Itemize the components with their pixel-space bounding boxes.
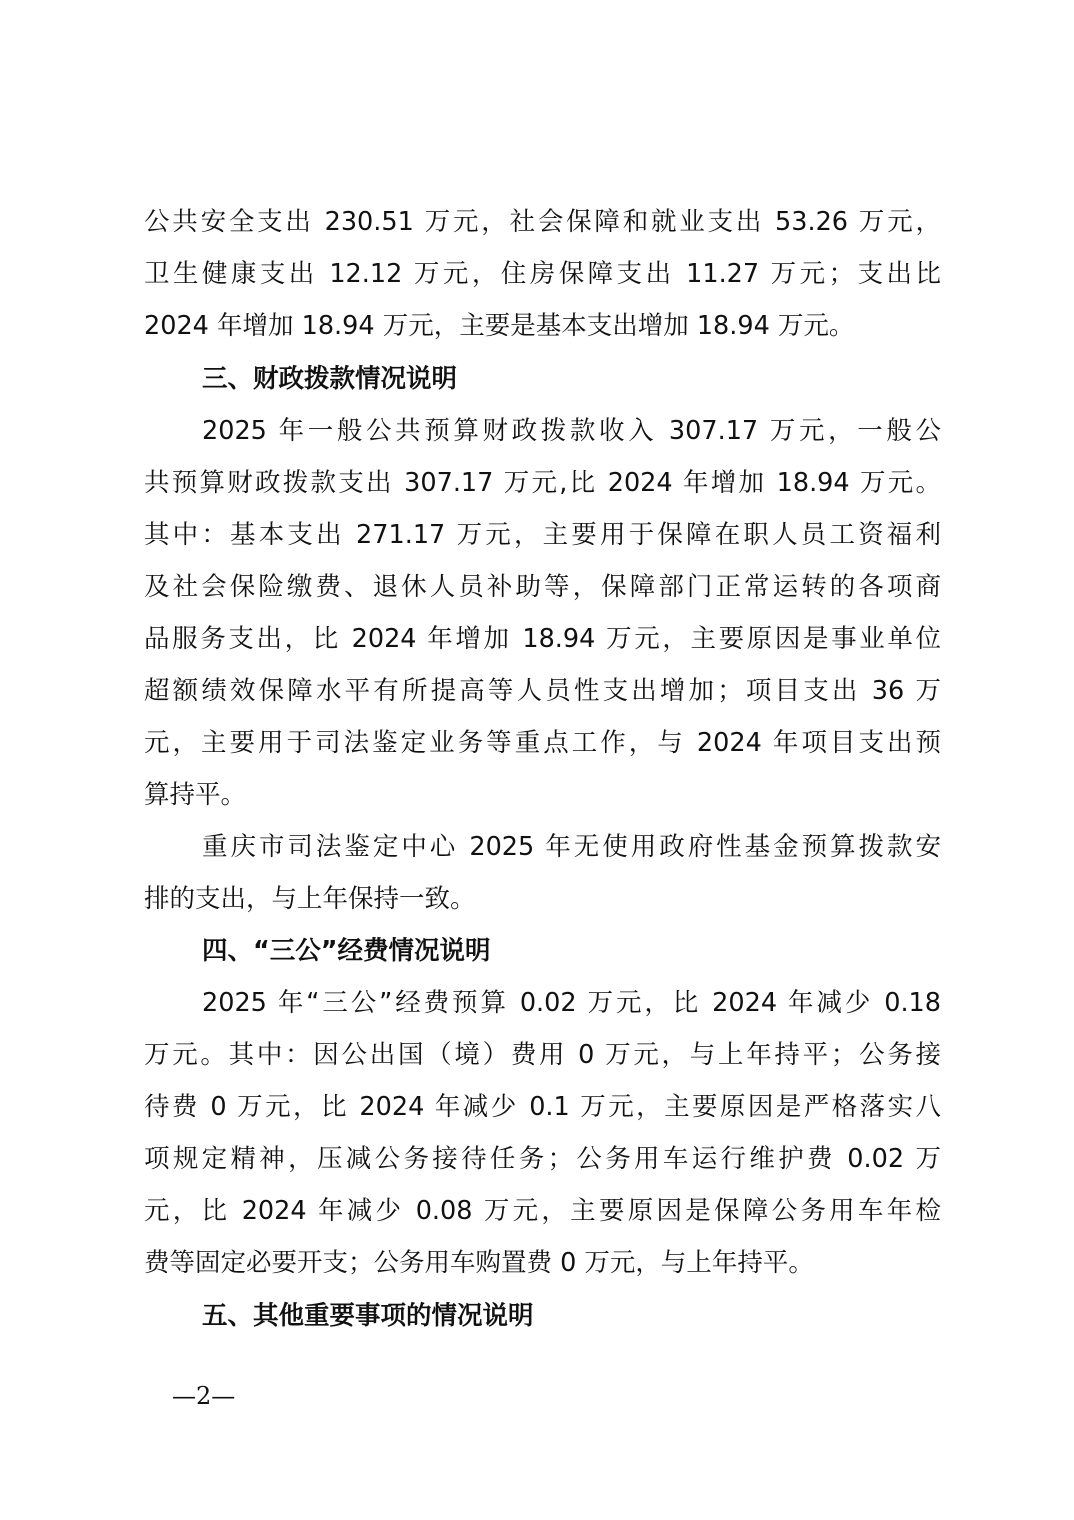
body-text-line: 及社会保险缴费、退休人员补助等，保障部门正常运转的各项商 <box>144 572 941 602</box>
section-heading-3: 三、财政拨款情况说明 <box>202 364 458 394</box>
body-text-line: 项规定精神，压减公务接待任务；公务用车运行维护费 0.02 万 <box>144 1144 941 1174</box>
body-text-line: 元，主要用于司法鉴定业务等重点工作，与 2024 年项目支出预 <box>144 728 941 758</box>
body-text-line: 万元。其中：因公出国（境）费用 0 万元，与上年持平；公务接 <box>144 1040 941 1070</box>
body-text-line: 公共安全支出 230.51 万元，社会保障和就业支出 53.26 万元， <box>144 207 941 237</box>
body-text-line: 卫生健康支出 12.12 万元，住房保障支出 11.27 万元；支出比 <box>144 259 941 289</box>
body-text-line: 待费 0 万元，比 2024 年减少 0.1 万元，主要原因是严格落实八 <box>144 1092 941 1122</box>
body-text-line: 元，比 2024 年减少 0.08 万元，主要原因是保障公务用车年检 <box>144 1196 941 1226</box>
section-heading-4: 四、“三公”经费情况说明 <box>202 936 491 966</box>
body-text-line: 其中：基本支出 271.17 万元，主要用于保障在职人员工资福利 <box>144 520 941 550</box>
body-text-line: 2025 年一般公共预算财政拨款收入 307.17 万元，一般公 <box>202 416 941 446</box>
body-text-line: 共预算财政拨款支出 307.17 万元,比 2024 年增加 18.94 万元。 <box>144 468 941 498</box>
section-heading-5: 五、其他重要事项的情况说明 <box>202 1301 534 1331</box>
body-text-line: 超额绩效保障水平有所提高等人员性支出增加；项目支出 36 万 <box>144 676 941 706</box>
body-text-line: 2025 年“三公”经费预算 0.02 万元，比 2024 年减少 0.18 <box>202 988 941 1018</box>
body-text-line: 品服务支出，比 2024 年增加 18.94 万元，主要原因是事业单位 <box>144 624 941 654</box>
page-number: —2— <box>172 1382 236 1410</box>
body-text-line: 算持平。 <box>144 780 247 810</box>
body-text-line: 费等固定必要开支；公务用车购置费 0 万元，与上年持平。 <box>144 1248 814 1278</box>
body-text-line: 重庆市司法鉴定中心 2025 年无使用政府性基金预算拨款安 <box>202 832 941 862</box>
body-text-line: 排的支出，与上年保持一致。 <box>144 884 476 914</box>
body-text-line: 2024 年增加 18.94 万元，主要是基本支出增加 18.94 万元。 <box>144 311 855 341</box>
